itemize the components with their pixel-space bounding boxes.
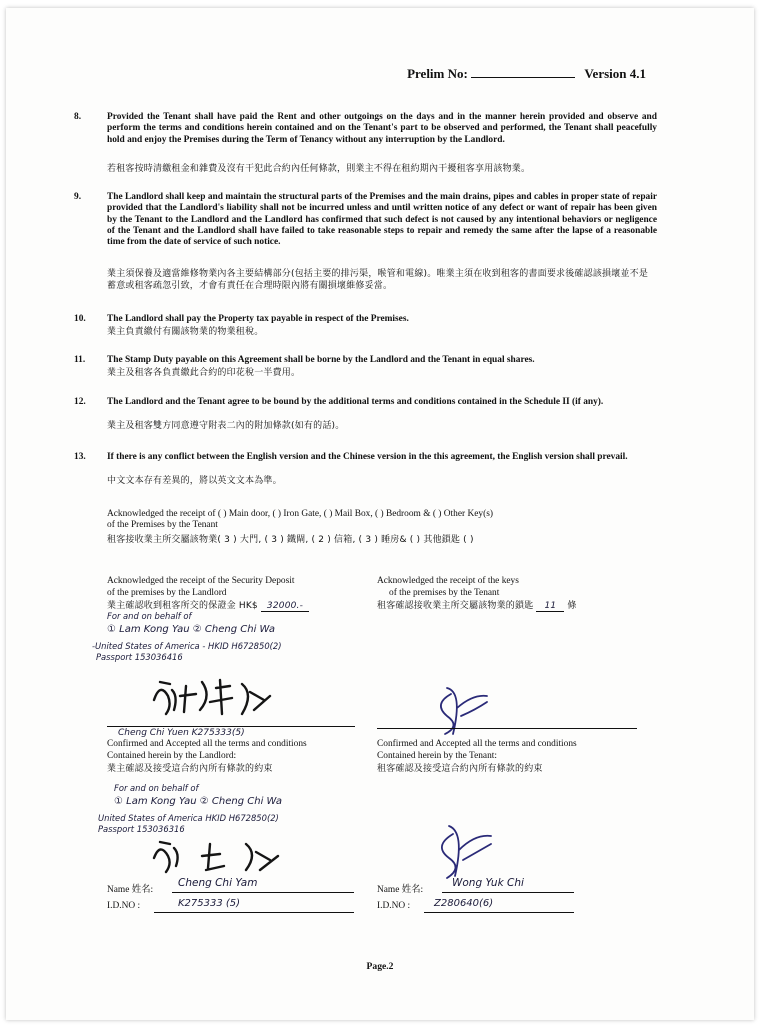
version-label: Version 4.1 [584,66,646,81]
landlord-confirm-zh: 業主確認及接受這合約內所有條款的約束 [107,764,273,774]
landlord-name-value: Cheng Chi Yam [178,877,258,889]
clause-11-zh: 業主及租客各負責繳此合約的印花稅一半費用。 [107,368,301,378]
keys-receipt-zh [377,600,577,612]
clause-12-zh: 業主及租客雙方同意遵守附表二內的附加條款(如有的話)。 [107,421,345,431]
clause-9-number: 9. [74,192,82,202]
keys-receipt-zh-post: 條 [567,601,577,611]
clause-11-number: 11. [74,355,86,365]
landlord-id-label: I.D.NO : [107,901,141,911]
tenant-name-label: Name 姓名: [377,885,424,895]
landlord-name-label: Name 姓名: [107,885,154,895]
hw-top-line1: For and on behalf of [107,611,192,621]
keys-count: 11 [536,601,564,612]
prelim-blank [471,66,575,78]
keys-ack-zh: 租客接收業主所交屬該物業( 3 ) 大門, ( 3 ) 鐵閘, ( 2 ) 信箱, ( 3 ) 睡房& ( ) 其他鎖匙 ( ) [107,535,474,545]
landlord-name-field [107,881,153,895]
clause-11-en: The Stamp Duty payable on this Agreement shall be borne by the Landlord and the Tenant in equal shares. [107,355,535,365]
hw-mid-line2: ① Lam Kong Yau ② Cheng Chi Wa [114,796,283,807]
clause-8-zh: 若租客按時清繳租金和雜費及沒有干犯此合約內任何條款，則業主不得在租約期內干擾租客享用該物業。 [107,164,531,174]
clause-12-en: The Landlord and the Tenant agree to be bound by the additional terms and conditions contained in the Schedule II (if any). [107,397,604,407]
tenant-sign-line-1 [377,728,637,729]
clause-13-zh: 中文文本存有差異的，將以英文文本為準。 [107,476,282,486]
tenant-confirm-zh: 租客確認及接受這合約內所有條款的約束 [377,764,543,774]
clause-8-en: Provided the Tenant shall have paid the Rent and other outgoings on the days and in the manner herein provided and observe and perform the terms and conditions herein contained and on the Tenant's part to be observed and performed, the Tenant shall peacefully hold and enjoy the Premises during the Term of Tenancy without any interruption by the Landlord. [107,112,657,145]
hw-under-signature: Cheng Chi Yuen K275333(5) [118,728,245,738]
tenant-id-label: I.D.NO : [377,901,411,911]
clause-12-number: 12. [74,397,86,407]
hw-top-line4: Passport 153036416 [96,652,183,662]
tenant-id-line [424,912,574,913]
keys-ack-line2: of the Premises by the Tenant [107,520,218,530]
tenant-confirm-line1: Confirmed and Accepted all the terms and conditions [377,739,577,749]
document-page [6,8,754,1020]
deposit-line2: of the premises by the Landlord [107,588,227,598]
landlord-signature-1 [146,670,286,726]
landlord-name-line [172,892,354,893]
keys-receipt-line2: of the premises by the Tenant [389,588,500,598]
clause-8-number: 8. [74,112,82,122]
header [407,66,646,82]
keys-receipt-line1: Acknowledged the receipt of the keys [377,576,519,586]
hw-mid-line3: United States of America HKID H672850(2) [98,813,279,823]
landlord-confirm-line1: Confirmed and Accepted all the terms and conditions [107,739,307,749]
clause-9-zh: 業主須保養及適當維修物業內各主要結構部分(包括主要的排污渠，喉管和電線)。唯業主須在收到租客的書面要求後確認該損壞並不是蓄意或租客疏忽引致，才會有責任在合理時限內將有關損壞維修妥當。 [107,269,649,291]
landlord-sign-line-1 [107,726,355,727]
hw-top-line2: ① Lam Kong Yau ② Cheng Chi Wa [107,624,276,635]
landlord-confirm-line2: Contained herein by the Landlord: [107,751,237,761]
clause-10-zh: 業主負責繳付有關該物業的物業租稅。 [107,327,264,337]
keys-ack-line1: Acknowledged the receipt of ( ) Main door, ( ) Iron Gate, ( ) Mail Box, ( ) Bedroom & ( ) Other Key(s) [107,509,493,519]
clause-10-number: 10. [74,314,86,324]
hw-mid-line1: For and on behalf of [114,783,199,793]
tenant-name-line [442,892,574,893]
tenant-signature-2 [421,820,501,884]
clause-9-en: The Landlord shall keep and maintain the structural parts of the Premises and the main drains, pipes and cables in proper state of repair provided that the Landlord's liability shall not be incurred unless and until written notice of any defect or want of repair has been given by the Tenant to the Landlord and the Landlord has confirmed that such defect is not caused by any intentional behaviors or negligence of the Tenant and the Landlord shall have failed to take reasonable steps to repair and remedy the same after the lapse of a reasonable time from the date of service of such notice. [107,192,657,248]
landlord-id-value: K275333 (5) [178,898,241,909]
prelim-label: Prelim No: [407,66,468,81]
clause-13-number: 13. [74,452,86,462]
tenant-confirm-line2: Contained herein by the Tenant: [377,751,497,761]
deposit-amount: 32000.- [261,601,309,612]
hw-mid-line4: Passport 153036316 [98,824,185,834]
tenant-signature-1 [421,680,501,740]
tenant-name-value: Wong Yuk Chi [452,877,524,889]
clause-13-en: If there is any conflict between the English version and the Chinese version in the this agreement, the English version shall prevail. [107,452,628,462]
hw-top-line3: -United States of America - HKID H672850(2) [92,641,282,651]
landlord-signature-2 [146,834,306,880]
page-number: Page.2 [366,961,394,972]
keys-receipt-zh-pre: 租客確認接收業主所交屬該物業的鎖匙 [377,601,534,611]
tenant-id-value: Z280640(6) [434,898,494,909]
clause-10-en: The Landlord shall pay the Property tax payable in respect of the Premises. [107,314,409,324]
landlord-id-line [154,912,354,913]
deposit-line1: Acknowledged the receipt of the Security Deposit [107,576,295,586]
deposit-zh-label: 業主確認收到租客所交的保證金 HK$ [107,601,258,611]
